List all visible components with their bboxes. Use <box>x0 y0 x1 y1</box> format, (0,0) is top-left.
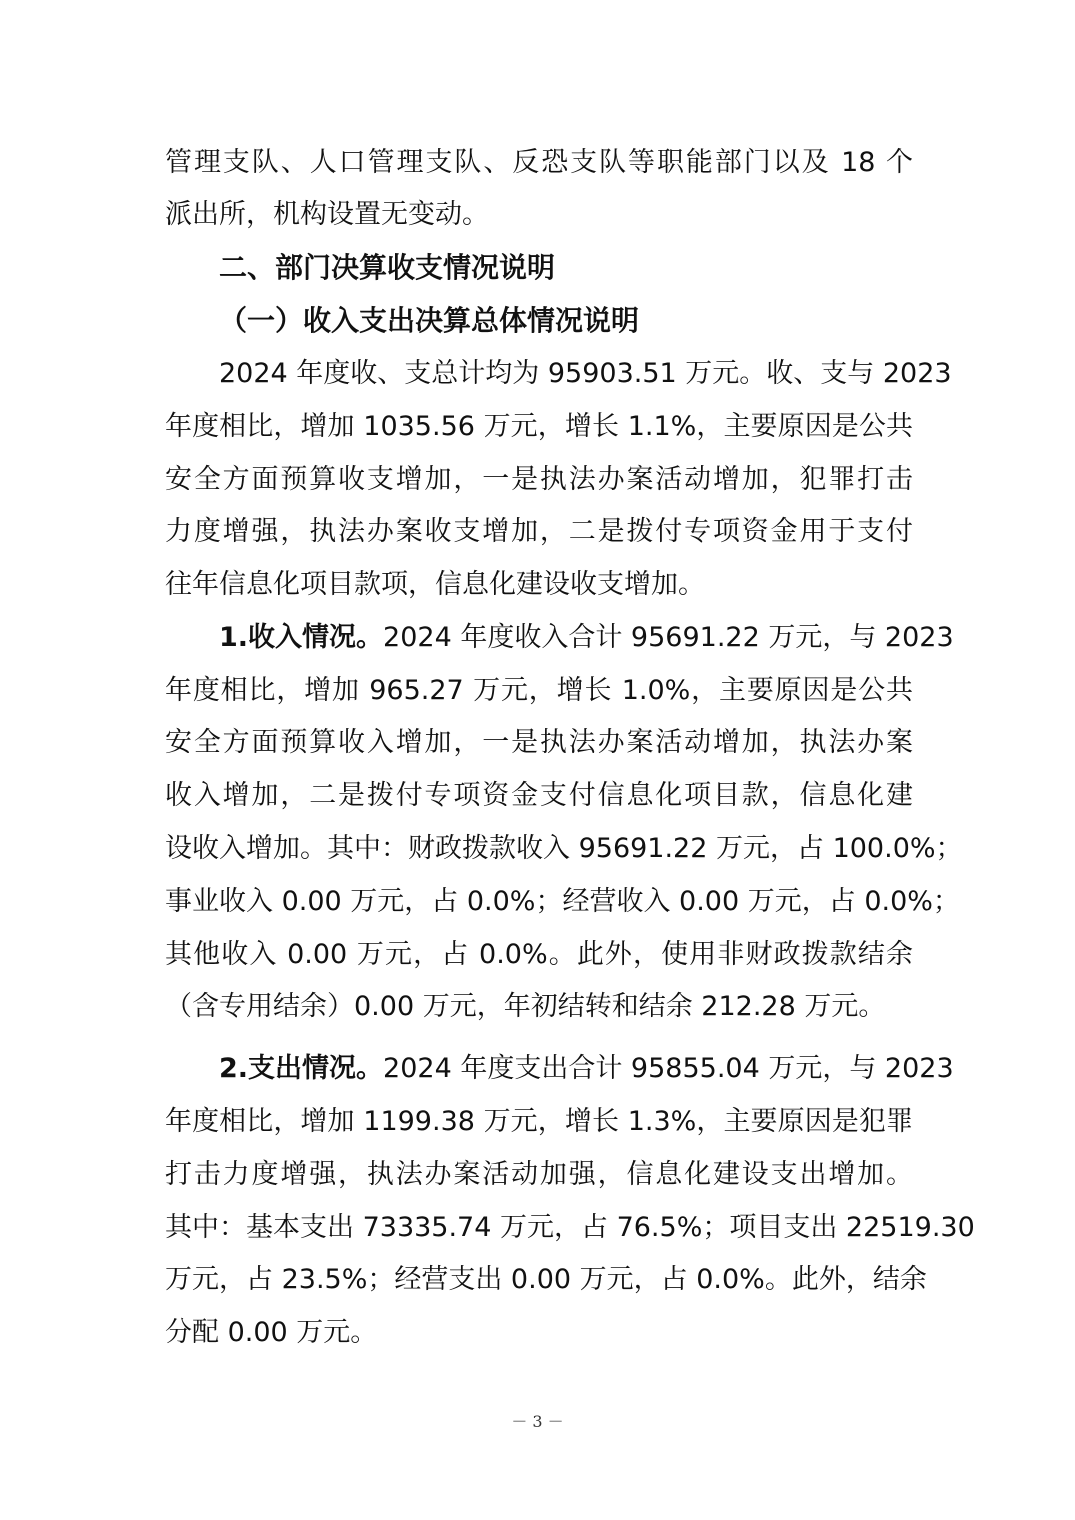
income-paragraph-line: 年度相比，增加 965.27 万元，增长 1.0%，主要原因是公共 <box>165 675 913 706</box>
overview-paragraph-line: 2024 年度收、支总计均为 95903.51 万元。收、支与 2023 <box>219 358 952 389</box>
overview-paragraph-line: 往年信息化项目款项，信息化建设收支增加。 <box>165 569 705 600</box>
expense-paragraph-first-line <box>219 1049 954 1089</box>
income-paragraph-first-line <box>219 618 954 658</box>
income-paragraph-line: 事业收入 0.00 万元，占 0.0%；经营收入 0.00 万元，占 0.0%； <box>165 886 960 917</box>
continuation-line-1: 管理支队、人口管理支队、反恐支队等职能部门以及 18 个 <box>165 147 913 178</box>
income-paragraph-line: （含专用结余）0.00 万元，年初结转和结余 212.28 万元。 <box>165 991 886 1022</box>
page-number: － 3 － <box>511 1412 564 1431</box>
expense-paragraph-line: 打击力度增强，执法办案活动加强，信息化建设支出增加。 <box>165 1159 913 1190</box>
overview-paragraph-line: 力度增强，执法办案收支增加，二是拨付专项资金用于支付 <box>165 516 913 547</box>
expense-paragraph-line: 万元，占 23.5%；经营支出 0.00 万元，占 0.0%。此外，结余 <box>165 1264 927 1295</box>
expense-label: 2.支出情况。 <box>219 1053 384 1084</box>
expense-first-line-text: 2024 年度支出合计 95855.04 万元，与 2023 <box>383 1053 954 1084</box>
continuation-line-2: 派出所，机构设置无变动。 <box>165 199 489 230</box>
expense-paragraph-line: 年度相比，增加 1199.38 万元，增长 1.3%，主要原因是犯罪 <box>165 1106 913 1137</box>
expense-paragraph-line: 分配 0.00 万元。 <box>165 1317 378 1348</box>
overview-paragraph-line: 年度相比，增加 1035.56 万元，增长 1.1%，主要原因是公共 <box>165 411 913 442</box>
income-paragraph-line: 设收入增加。其中：财政拨款收入 95691.22 万元，占 100.0%； <box>165 833 963 864</box>
section-heading: 二、部门决算收支情况说明 <box>219 251 556 284</box>
income-first-line-text: 2024 年度收入合计 95691.22 万元，与 2023 <box>383 622 954 653</box>
income-paragraph-line: 收入增加，二是拨付专项资金支付信息化项目款，信息化建 <box>165 780 913 811</box>
income-paragraph-line: 安全方面预算收入增加，一是执法办案活动增加，执法办案 <box>165 727 913 758</box>
income-label: 1.收入情况。 <box>219 622 384 653</box>
expense-paragraph-line: 其中：基本支出 73335.74 万元，占 76.5%；项目支出 22519.30 <box>165 1212 975 1243</box>
subsection-heading: （一）收入支出决算总体情况说明 <box>219 304 640 337</box>
income-paragraph-line: 其他收入 0.00 万元，占 0.0%。此外，使用非财政拨款结余 <box>165 939 913 970</box>
overview-paragraph-line: 安全方面预算收支增加，一是执法办案活动增加，犯罪打击 <box>165 464 913 495</box>
